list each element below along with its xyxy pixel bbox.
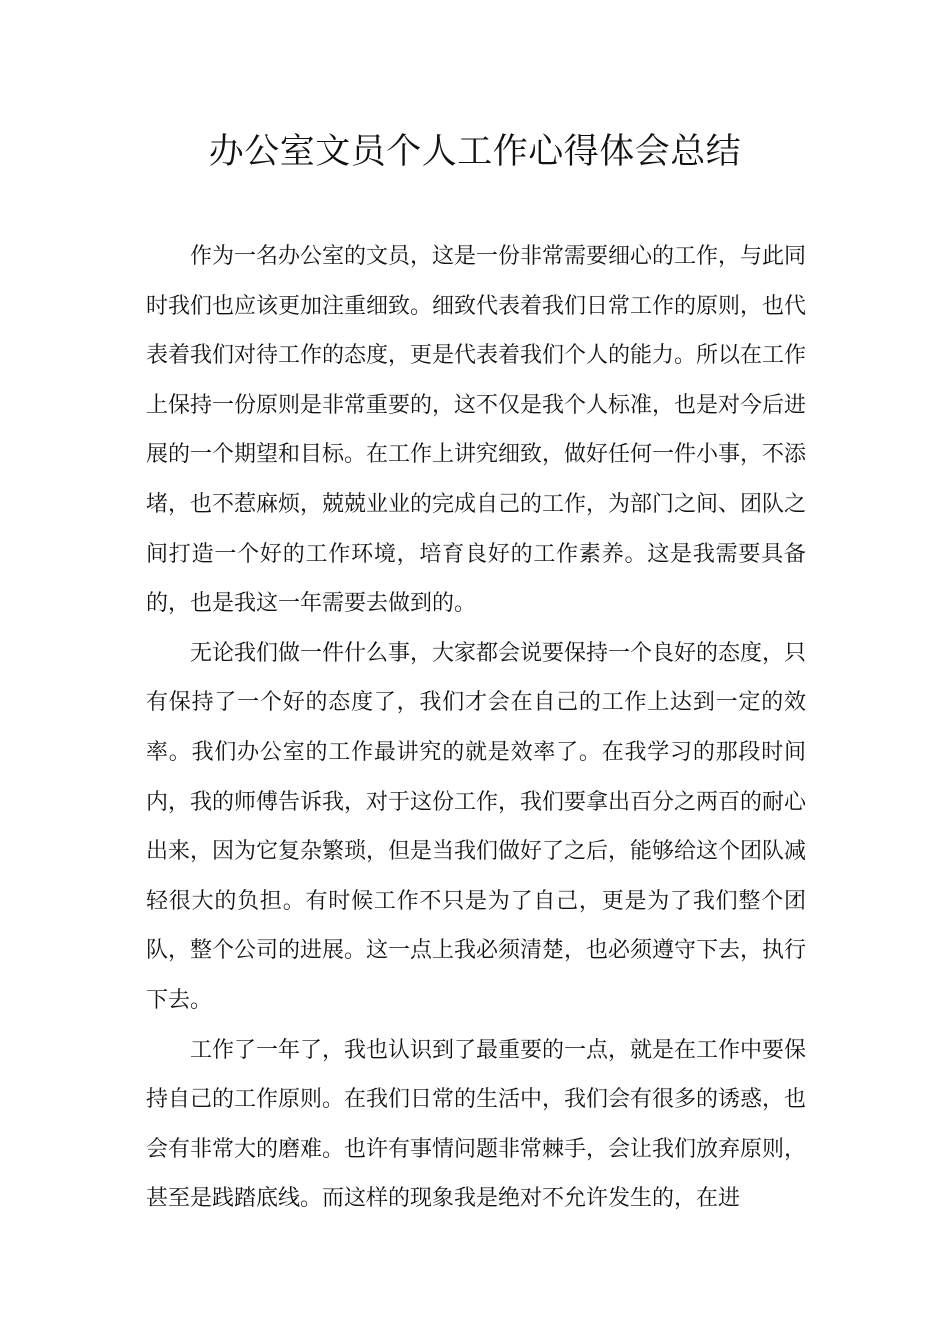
document-body bbox=[146, 232, 806, 1224]
paragraph-3: 工作了一年了，我也认识到了最重要的一点，就是在工作中要保持自己的工作原则。在我们日常的生活中，我们会有很多的诱惑，也会有非常大的磨难。也许有事情问题非常棘手，会让我们放弃原则，甚至是践踏底线。而这样的现象我是绝对不允许发生的，在进 bbox=[146, 1037, 807, 1212]
paragraph-1: 作为一名办公室的文员，这是一份非常需要细心的工作，与此同时我们也应该更加注重细致。细致代表着我们日常工作的原则，也代表着我们对待工作的态度，更是代表着我们个人的能力。所以在工作上保持一份原则是非常重要的，这不仅是我个人标准，也是对今后进展的一个期望和目标。在工作上讲究细致，做好任何一件小事，不添堵，也不惹麻烦，兢兢业业的完成自己的工作，为部门之间、团队之间打造一个好的工作环境，培育良好的工作素养。这是我需要具备的，也是我这一年需要去做到的。 bbox=[146, 244, 807, 617]
document-title: 办公室文员个人工作心得体会总结 bbox=[208, 132, 742, 172]
paragraph-2: 无论我们做一件什么事，大家都会说要保持一个良好的态度，只有保持了一个好的态度了，我们才会在自己的工作上达到一定的效率。我们办公室的工作最讲究的就是效率了。在我学习的那段时间内，我的师傅告诉我，对于这份工作，我们要拿出百分之两百的耐心出来，因为它复杂繁琐，但是当我们做好了之后，能够给这个团队减轻很大的负担。有时候工作不只是为了自己，更是为了我们整个团队，整个公司的进展。这一点上我必须清楚，也必须遵守下去，执行下去。 bbox=[146, 640, 807, 1013]
